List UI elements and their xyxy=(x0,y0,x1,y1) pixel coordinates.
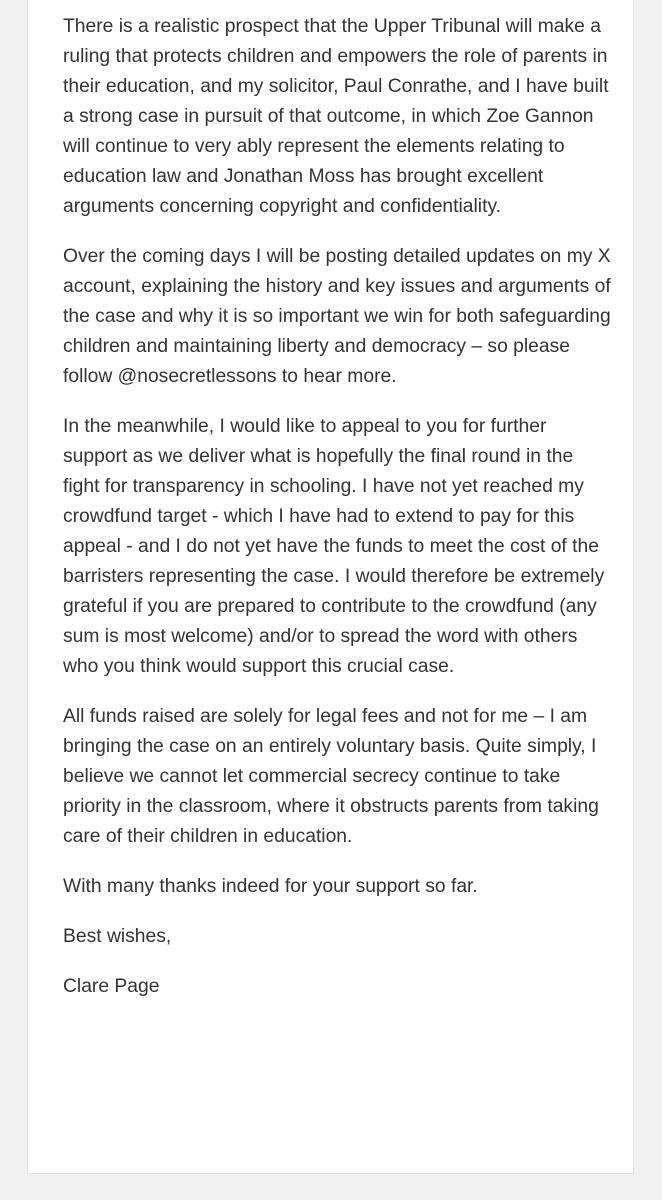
signature-name: Clare Page xyxy=(63,976,160,997)
paragraph-updates: Over the coming days I will be posting detailed updates on my X account, explaining the history and key issues and arguments of the case and why it is so important we win for both safeguarding children and maintaining liberty and democracy – so please follow @nosecretlessons to hear more. xyxy=(63,246,611,387)
signoff: Best wishes, xyxy=(63,926,172,947)
email-card xyxy=(27,0,634,1174)
paragraph-funds: All funds raised are solely for legal fees and not for me – I am bringing the case on an entirely voluntary basis. Quite simply, I believe we cannot let commercial secrecy continue to take priority in the classroom, where it obstructs parents from taking care of their children in education. xyxy=(63,706,599,847)
email-body xyxy=(63,12,611,1022)
paragraph-tribunal-prospect: There is a realistic prospect that the Upper Tribunal will make a ruling that protects children and empowers the role of parents in their education, and my solicitor, Paul Conrathe, and I have built a strong case in pursuit of that outcome, in which Zoe Gannon will continue to very ably represent the elements relating to education law and Jonathan Moss has brought excellent arguments concerning copyright and confidentiality. xyxy=(63,16,609,217)
paragraph-thanks: With many thanks indeed for your support so far. xyxy=(63,876,478,897)
paragraph-appeal: In the meanwhile, I would like to appeal to you for further support as we deliver what is hopefully the final round in the fight for transparency in schooling. I have not yet reached my crowdfund target - which I have had to extend to pay for this appeal - and I do not yet have the funds to meet the cost of the barristers representing the case. I would therefore be extremely grateful if you are prepared to contribute to the crowdfund (any sum is most welcome) and/or to spread the word with others who you think would support this crucial case. xyxy=(63,416,605,677)
